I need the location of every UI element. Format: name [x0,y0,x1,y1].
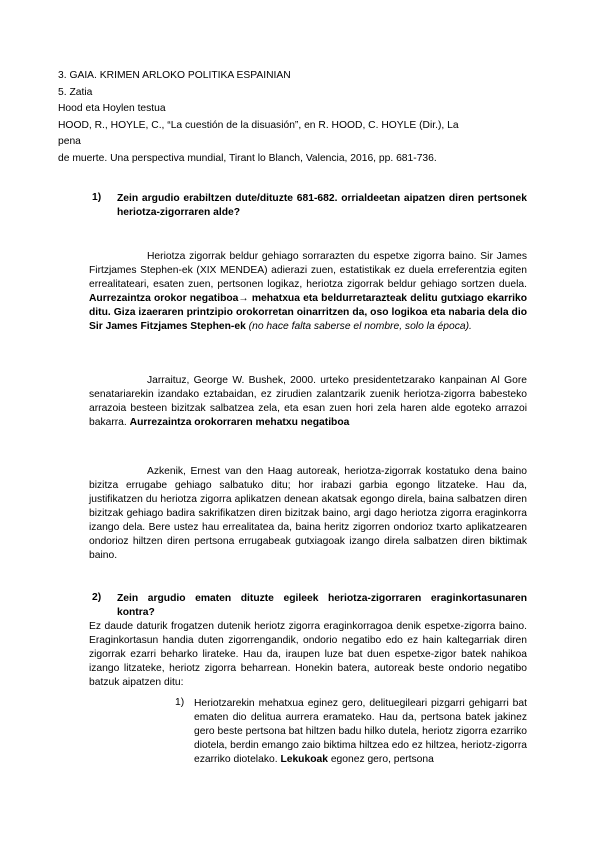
p1-text: Heriotza zigorrak beldur gehiago sorrarazten du espetxe zigorra baino. Sir James Firtzjames Stephen-ek (XIX MENDEA) adierazi zuen, estatistikak ez duela erreferentzia egiten errealitateari, esaten zuen, pertsonen logikaz, heriotza zigorrak beldur gehiago sortzen duela. [89,251,527,290]
li1-bold: Lekukoak [280,754,328,765]
answer-1-paragraph-3 [89,465,527,563]
question-2-number: 2) [92,592,102,603]
p3-text: Azkenik, Ernest van den Haag autoreak, heriotza-zigorrak kostatuko dena baino bizitza errugabe gehiago salbatuko ditu; hor irabazi garbia egongo litzateke. Hau da, justifikatzen du heriotza zigorra aplikatzen denean akatsak egongo direla, baina salbatzen diren bizitzak gehiago badira sakrifikatzen diren bizitzak baino, argi dago heriotza zigorra eraginkorra izango dela. Bere ustez hau errealitatea da, baina heritz zigorren ondorioz txarto aplikatzearen ondorioz hiltzen diren pertsona errugabeak gutxiagoak izango direla salbatzen diren biktimak baino. [89,466,527,561]
list-item-1-text [194,697,527,767]
text-title: Hood eta Hoylen testua [58,103,166,114]
list-item-1-number: 1) [175,697,185,708]
citation-line-3: de muerte. Una perspectiva mundial, Tirant lo Blanch, Valencia, 2016, pp. 681-736. [58,153,437,164]
citation-line-1: HOOD, R., HOYLE, C., “La cuestión de la disuasión”, en R. HOOD, C. HOYLE (Dir.), La [58,120,459,131]
question-1-number: 1) [92,192,102,203]
answer-1-paragraph-2 [89,374,527,430]
question-1-text: Zein argudio erabiltzen dute/dituzte 681-682. orrialdeetan aipatzen diren pertsonek heriotza-zigorraren alde? [117,193,527,218]
p2-bold: Aurrezaintza orokorraren mehatxu negatiboa [129,417,350,428]
section-label: 5. Zatia [58,87,93,98]
answer-1-paragraph-1 [89,250,527,334]
li1-tail: egonez gero, pertsona [327,754,434,765]
p4-text: Ez daude daturik frogatzen dutenik heriotz zigorra eraginkorragoa denik espetxe-zigorra baino. Eraginkortasun handia duten zigorrengandik, ondorio negatibo edo ez hain kaltegarriak diren zigorrak ezarri beharko lirateke. Hau da, iraupen luze bat duen espetxe-zigor batek nahikoa izango litzateke, heriotz zigorra beharrean. Honekin batera, autoreak beste ondorio negatibo batzuk aipatzen ditu: [89,621,527,688]
p1-italic-note: (no hace falta saberse el nombre, solo la época). [245,321,472,332]
chapter-title: 3. GAIA. KRIMEN ARLOKO POLITIKA ESPAINIAN [58,70,291,81]
answer-2-paragraph [89,620,527,690]
p1-bold: Aurrezaintza orokor negatiboa→ mehatxua eta beldurretaraztea​k delitu gutxiago ekarriko ditu. Giza izaeraren printzipio orokorretan oinarritzen da, oso logikoa eta nabaria dela dio Sir James Fitzjames Stephen-ek [89,293,527,332]
p2-text: Jarraituz, George W. Bushek, 2000. urteko presidentetzarako kanpainan Al Gore senatariarekin izandako eztabaidan, ez zirudien zalantzarik zuenik heriotza-zigorra babesteko arrazoia besteen bizitzak salbatzea zela, eta esan zuen hori zela haren alde egoteko arrazoi bakarra. [89,375,527,428]
li1-text: Heriotzarekin mehatxua eginez gero, delituegileari pizgarri gehigarri bat ematen dio delitua aurrera eramateko. Hau da, pertsona batek jakinez gero beste pertsona bat hiltzen badu hilko dutela, heriotz zigorra ezarriko diotela, berdin emango zaio biktima hiltzea edo ez hiltzea, heriotz-zigorra ezarriko diotelako. [194,698,527,765]
question-2-text: Zein argudio ematen dituzte egileek heriotza-zigorraren eraginkortasunaren kontra? [117,593,527,618]
citation-line-2: pena [58,136,81,147]
